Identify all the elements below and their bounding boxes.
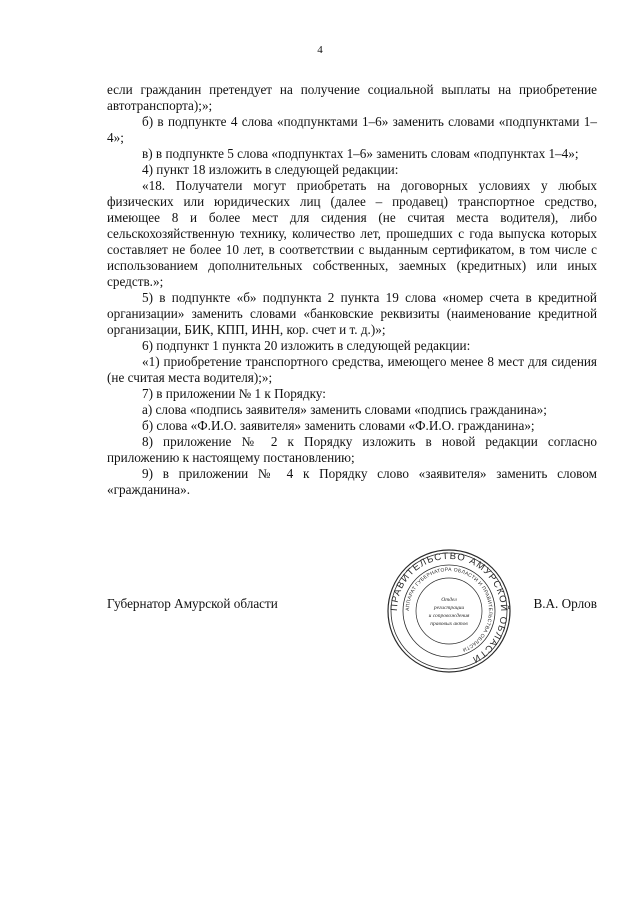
paragraph: «18. Получатели могут приобретать на договорных условиях у любых физических или юридических лиц (далее – продавец) транспортное средство, имеющее 8 и более мест для сидения (не считая места водителя), либо сельскохозяйственную технику, количество лет, прошедших с года выпуска которых составляет не более 10 лет, в соответствии с выданным сертификатом, в том числе с использованием дополнительных собственных, заемных (кредитных) или иных средств.»;: [107, 178, 597, 289]
seal-center-line: регистрации: [433, 605, 465, 611]
seal-inner-text: АППАРАТ ГУБЕРНАТОРА ОБЛАСТИ И ПРАВИТЕЛЬСТВА ОБЛАСТИ: [404, 566, 494, 653]
paragraph: если гражданин претендует на получение социальной выплаты на приобретение автотранспорта);»;: [107, 82, 597, 113]
seal-center-line: Отдел: [441, 597, 457, 603]
document-body: [107, 82, 597, 498]
paragraph: 9) в приложении № 4 к Порядку слово «заявителя» заменить словом «гражданина».: [107, 466, 597, 497]
paragraph: б) в подпункте 4 слова «подпунктами 1–6» заменить словами «подпунктами 1–4»;: [107, 114, 597, 145]
page-number: 4: [317, 44, 323, 56]
paragraph: 6) подпункт 1 пункта 20 изложить в следующей редакции:: [142, 338, 471, 353]
paragraph: 8) приложение № 2 к Порядку изложить в новой редакции согласно приложению к настоящему постановлению;: [107, 434, 597, 465]
paragraph: б) слова «Ф.И.О. заявителя» заменить словами «Ф.И.О. гражданина»;: [142, 418, 535, 433]
paragraph: 7) в приложении № 1 к Порядку:: [142, 386, 326, 401]
paragraph: 5) в подпункте «б» подпункта 2 пункта 19 слова «номер счета в кредитной организации» заменить словами «банковские реквизиты (наименование кредитной организации, БИК, КПП, ИНН, кор. счет и т. д.)»;: [107, 290, 597, 337]
paragraph: «1) приобретение транспортного средства, имеющего менее 8 мест для сидения (не считая места водителя);»;: [107, 354, 597, 385]
seal-outer-text: ПРАВИТЕЛЬСТВО АМУРСКОЙ ОБЛАСТИ: [388, 550, 510, 666]
seal-center-line: и сопровождения: [428, 613, 470, 619]
official-seal: [381, 548, 517, 674]
paragraph: в) в подпункте 5 слова «подпунктах 1–6» заменить словам «подпунктах 1–4»;: [142, 146, 579, 161]
signatory-name: В.А. Орлов: [533, 596, 597, 611]
seal-center-line: правовых актов: [430, 621, 468, 627]
paragraph: 4) пункт 18 изложить в следующей редакции:: [142, 162, 399, 177]
signatory-title: Губернатор Амурской области: [107, 596, 278, 611]
seal-stamp-icon: [381, 548, 517, 674]
paragraph: а) слова «подпись заявителя» заменить словами «подпись гражданина»;: [142, 402, 547, 417]
